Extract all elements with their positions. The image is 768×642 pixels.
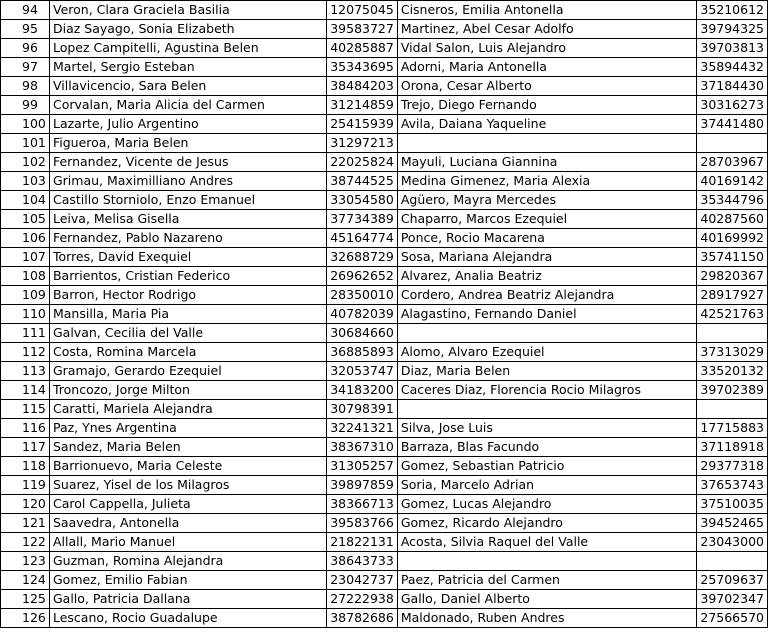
id-number-cell[interactable]: 28350010 — [327, 286, 398, 305]
name-cell[interactable]: Adorni, Maria Antonella — [397, 58, 697, 77]
name-cell[interactable] — [397, 552, 697, 571]
name-cell[interactable]: Cisneros, Emilia Antonella — [397, 1, 697, 20]
name-cell[interactable]: Medina Gimenez, Maria Alexia — [397, 172, 697, 191]
name-cell[interactable]: Barrientos, Cristian Federico — [49, 267, 326, 286]
table-row — [1, 609, 768, 628]
table-row — [1, 134, 768, 153]
table-row — [1, 495, 768, 514]
table-row — [1, 96, 768, 115]
row-number-cell[interactable]: 114 — [1, 381, 50, 400]
row-number-cell[interactable]: 106 — [1, 229, 50, 248]
name-cell[interactable]: Diaz Sayago, Sonia Elizabeth — [49, 20, 326, 39]
name-cell[interactable]: Figueroa, Maria Belen — [49, 134, 326, 153]
table-row — [1, 210, 768, 229]
row-number-cell[interactable]: 102 — [1, 153, 50, 172]
id-number-cell[interactable]: 22025824 — [327, 153, 398, 172]
id-number-cell[interactable]: 40287560 — [697, 210, 768, 229]
row-number-cell[interactable]: 107 — [1, 248, 50, 267]
name-cell[interactable]: Suarez, Yisel de los Milagros — [49, 476, 326, 495]
row-number-cell[interactable]: 117 — [1, 438, 50, 457]
id-number-cell[interactable]: 36885893 — [327, 343, 398, 362]
name-cell[interactable]: Martel, Sergio Esteban — [49, 58, 326, 77]
id-number-cell[interactable]: 38366713 — [327, 495, 398, 514]
id-number-cell[interactable]: 35344796 — [697, 191, 768, 210]
name-cell[interactable]: Avila, Daiana Yaqueline — [397, 115, 697, 134]
id-number-cell[interactable]: 27566570 — [697, 609, 768, 628]
name-cell[interactable]: Maldonado, Ruben Andres — [397, 609, 697, 628]
id-number-cell[interactable]: 33520132 — [697, 362, 768, 381]
name-cell[interactable]: Gomez, Lucas Alejandro — [397, 495, 697, 514]
table-row — [1, 362, 768, 381]
name-cell[interactable]: Cordero, Andrea Beatriz Alejandra — [397, 286, 697, 305]
name-cell[interactable]: Sandez, Maria Belen — [49, 438, 326, 457]
name-cell[interactable]: Troncozo, Jorge Milton — [49, 381, 326, 400]
row-number-cell[interactable]: 119 — [1, 476, 50, 495]
table-row — [1, 39, 768, 58]
row-number-cell[interactable]: 103 — [1, 172, 50, 191]
table-row — [1, 1, 768, 20]
id-number-cell[interactable]: 38484203 — [327, 77, 398, 96]
table-row — [1, 77, 768, 96]
table-row — [1, 343, 768, 362]
row-number-cell[interactable]: 96 — [1, 39, 50, 58]
name-cell[interactable]: Gallo, Patricia Dallana — [49, 590, 326, 609]
id-number-cell[interactable]: 26962652 — [327, 267, 398, 286]
id-number-cell[interactable]: 32688729 — [327, 248, 398, 267]
id-number-cell[interactable]: 37734389 — [327, 210, 398, 229]
name-cell[interactable]: Gallo, Daniel Alberto — [397, 590, 697, 609]
id-number-cell[interactable]: 38367310 — [327, 438, 398, 457]
id-number-cell[interactable]: 33054580 — [327, 191, 398, 210]
name-cell[interactable]: Veron, Clara Graciela Basilia — [49, 1, 326, 20]
name-cell[interactable]: Gomez, Sebastian Patricio — [397, 457, 697, 476]
id-number-cell[interactable]: 37653743 — [697, 476, 768, 495]
row-number-cell[interactable]: 108 — [1, 267, 50, 286]
name-cell[interactable]: Villavicencio, Sara Belen — [49, 77, 326, 96]
row-number-cell[interactable]: 113 — [1, 362, 50, 381]
name-cell[interactable] — [397, 400, 697, 419]
id-number-cell[interactable]: 12075045 — [327, 1, 398, 20]
id-number-cell[interactable]: 39702347 — [697, 590, 768, 609]
id-number-cell[interactable]: 39583727 — [327, 20, 398, 39]
table-row — [1, 286, 768, 305]
id-number-cell[interactable]: 21822131 — [327, 533, 398, 552]
name-cell[interactable]: Mayuli, Luciana Giannina — [397, 153, 697, 172]
name-cell[interactable]: Paez, Patricia del Carmen — [397, 571, 697, 590]
table-row — [1, 248, 768, 267]
name-cell[interactable]: Leiva, Melisa Gisella — [49, 210, 326, 229]
table-row — [1, 305, 768, 324]
table-row — [1, 552, 768, 571]
name-cell[interactable]: Fernandez, Pablo Nazareno — [49, 229, 326, 248]
name-cell[interactable]: Ponce, Rocio Macarena — [397, 229, 697, 248]
name-cell[interactable]: Costa, Romina Marcela — [49, 343, 326, 362]
name-cell[interactable]: Carol Cappella, Julieta — [49, 495, 326, 514]
id-number-cell[interactable]: 30684660 — [327, 324, 398, 343]
id-number-cell[interactable]: 30316273 — [697, 96, 768, 115]
row-number-cell[interactable]: 115 — [1, 400, 50, 419]
name-cell[interactable]: Torres, David Exequiel — [49, 248, 326, 267]
name-cell[interactable]: Silva, Jose Luis — [397, 419, 697, 438]
id-number-cell[interactable]: 34183200 — [327, 381, 398, 400]
id-number-cell[interactable]: 37510035 — [697, 495, 768, 514]
name-cell[interactable]: Grimau, Maximilliano Andres — [49, 172, 326, 191]
name-cell[interactable]: Alvarez, Analia Beatriz — [397, 267, 697, 286]
name-cell[interactable] — [397, 134, 697, 153]
id-number-cell[interactable]: 45164774 — [327, 229, 398, 248]
name-cell[interactable]: Lescano, Rocio Guadalupe — [49, 609, 326, 628]
name-cell[interactable] — [397, 324, 697, 343]
name-cell[interactable]: Guzman, Romina Alejandra — [49, 552, 326, 571]
id-number-cell[interactable]: 35343695 — [327, 58, 398, 77]
name-cell[interactable]: Paz, Ynes Argentina — [49, 419, 326, 438]
id-number-cell[interactable]: 42521763 — [697, 305, 768, 324]
id-number-cell[interactable] — [697, 324, 768, 343]
id-number-cell[interactable]: 39583766 — [327, 514, 398, 533]
name-cell[interactable]: Castillo Storniolo, Enzo Emanuel — [49, 191, 326, 210]
name-cell[interactable]: Corvalan, Maria Alicia del Carmen — [49, 96, 326, 115]
table-row — [1, 476, 768, 495]
name-cell[interactable]: Agüero, Mayra Mercedes — [397, 191, 697, 210]
id-number-cell[interactable]: 37441480 — [697, 115, 768, 134]
id-number-cell[interactable]: 38744525 — [327, 172, 398, 191]
row-number-cell[interactable]: 126 — [1, 609, 50, 628]
name-cell[interactable]: Saavedra, Antonella — [49, 514, 326, 533]
row-number-cell[interactable]: 98 — [1, 77, 50, 96]
name-cell[interactable]: Barraza, Blas Facundo — [397, 438, 697, 457]
name-cell[interactable]: Caratti, Mariela Alejandra — [49, 400, 326, 419]
table-row — [1, 115, 768, 134]
name-cell[interactable]: Orona, Cesar Alberto — [397, 77, 697, 96]
id-number-cell[interactable]: 39452465 — [697, 514, 768, 533]
id-number-cell[interactable]: 39897859 — [327, 476, 398, 495]
table-row — [1, 58, 768, 77]
row-number-cell[interactable]: 118 — [1, 457, 50, 476]
id-number-cell[interactable]: 25709637 — [697, 571, 768, 590]
table-row — [1, 172, 768, 191]
id-number-cell[interactable] — [697, 552, 768, 571]
row-number-cell[interactable]: 110 — [1, 305, 50, 324]
name-cell[interactable]: Soria, Marcelo Adrian — [397, 476, 697, 495]
id-number-cell[interactable]: 35894432 — [697, 58, 768, 77]
table-row — [1, 419, 768, 438]
id-number-cell[interactable]: 37184430 — [697, 77, 768, 96]
name-cell[interactable]: Alomo, Alvaro Ezequiel — [397, 343, 697, 362]
row-number-cell[interactable]: 100 — [1, 115, 50, 134]
name-cell[interactable]: Caceres Diaz, Florencia Rocio Milagros — [397, 381, 697, 400]
name-cell[interactable]: Fernandez, Vicente de Jesus — [49, 153, 326, 172]
id-number-cell[interactable]: 40169992 — [697, 229, 768, 248]
row-number-cell[interactable]: 104 — [1, 191, 50, 210]
id-number-cell[interactable]: 35741150 — [697, 248, 768, 267]
name-cell[interactable]: Allall, Mario Manuel — [49, 533, 326, 552]
name-cell[interactable]: Martinez, Abel Cesar Adolfo — [397, 20, 697, 39]
id-number-cell[interactable]: 40285887 — [327, 39, 398, 58]
id-number-cell[interactable] — [697, 400, 768, 419]
table-row — [1, 267, 768, 286]
id-number-cell[interactable] — [697, 134, 768, 153]
table-row — [1, 381, 768, 400]
id-number-cell[interactable]: 39703813 — [697, 39, 768, 58]
table-row — [1, 191, 768, 210]
table-body — [1, 1, 768, 628]
id-number-cell[interactable]: 37313029 — [697, 343, 768, 362]
id-number-cell[interactable]: 27222938 — [327, 590, 398, 609]
row-number-cell[interactable]: 109 — [1, 286, 50, 305]
table-row — [1, 533, 768, 552]
table-row — [1, 153, 768, 172]
name-cell[interactable]: Galvan, Cecilia del Valle — [49, 324, 326, 343]
name-cell[interactable]: Chaparro, Marcos Ezequiel — [397, 210, 697, 229]
row-number-cell[interactable]: 116 — [1, 419, 50, 438]
table-row — [1, 590, 768, 609]
row-number-cell[interactable]: 112 — [1, 343, 50, 362]
row-number-cell[interactable]: 124 — [1, 571, 50, 590]
id-number-cell[interactable]: 31214859 — [327, 96, 398, 115]
name-cell[interactable]: Mansilla, Maria Pia — [49, 305, 326, 324]
name-cell[interactable]: Barron, Hector Rodrigo — [49, 286, 326, 305]
name-cell[interactable]: Diaz, Maria Belen — [397, 362, 697, 381]
name-cell[interactable]: Barrionuevo, Maria Celeste — [49, 457, 326, 476]
id-number-cell[interactable]: 29377318 — [697, 457, 768, 476]
id-number-cell[interactable]: 28703967 — [697, 153, 768, 172]
id-number-cell[interactable]: 31297213 — [327, 134, 398, 153]
row-number-cell[interactable]: 120 — [1, 495, 50, 514]
row-number-cell[interactable]: 123 — [1, 552, 50, 571]
row-number-cell[interactable]: 121 — [1, 514, 50, 533]
row-number-cell[interactable]: 125 — [1, 590, 50, 609]
id-number-cell[interactable]: 31305257 — [327, 457, 398, 476]
id-number-cell[interactable]: 32053747 — [327, 362, 398, 381]
row-number-cell[interactable]: 122 — [1, 533, 50, 552]
id-number-cell[interactable]: 35210612 — [697, 1, 768, 20]
id-number-cell[interactable]: 23043000 — [697, 533, 768, 552]
row-number-cell[interactable]: 101 — [1, 134, 50, 153]
table-row — [1, 457, 768, 476]
name-cell[interactable]: Gomez, Ricardo Alejandro — [397, 514, 697, 533]
table-row — [1, 400, 768, 419]
id-number-cell[interactable]: 39794325 — [697, 20, 768, 39]
id-number-cell[interactable]: 38782686 — [327, 609, 398, 628]
id-number-cell[interactable]: 40169142 — [697, 172, 768, 191]
table-row — [1, 514, 768, 533]
id-number-cell[interactable]: 32241321 — [327, 419, 398, 438]
name-cell[interactable]: Gomez, Emilio Fabian — [49, 571, 326, 590]
name-cell[interactable]: Vidal Salon, Luis Alejandro — [397, 39, 697, 58]
table-row — [1, 20, 768, 39]
id-number-cell[interactable]: 38643733 — [327, 552, 398, 571]
row-number-cell[interactable]: 105 — [1, 210, 50, 229]
row-number-cell[interactable]: 111 — [1, 324, 50, 343]
row-number-cell[interactable]: 95 — [1, 20, 50, 39]
id-number-cell[interactable]: 28917927 — [697, 286, 768, 305]
id-number-cell[interactable]: 17715883 — [697, 419, 768, 438]
name-cell[interactable]: Lazarte, Julio Argentino — [49, 115, 326, 134]
name-cell[interactable]: Trejo, Diego Fernando — [397, 96, 697, 115]
id-number-cell[interactable]: 29820367 — [697, 267, 768, 286]
name-cell[interactable]: Sosa, Mariana Alejandra — [397, 248, 697, 267]
row-number-cell[interactable]: 99 — [1, 96, 50, 115]
name-cell[interactable]: Lopez Campitelli, Agustina Belen — [49, 39, 326, 58]
id-number-cell[interactable]: 30798391 — [327, 400, 398, 419]
name-cell[interactable]: Gramajo, Gerardo Ezequiel — [49, 362, 326, 381]
table-row — [1, 438, 768, 457]
id-number-cell[interactable]: 23042737 — [327, 571, 398, 590]
table-row — [1, 324, 768, 343]
row-number-cell[interactable]: 94 — [1, 1, 50, 20]
table-row — [1, 571, 768, 590]
table-row — [1, 229, 768, 248]
row-number-cell[interactable]: 97 — [1, 58, 50, 77]
id-number-cell[interactable]: 40782039 — [327, 305, 398, 324]
id-number-cell[interactable]: 25415939 — [327, 115, 398, 134]
id-number-cell[interactable]: 39702389 — [697, 381, 768, 400]
name-cell[interactable]: Acosta, Silvia Raquel del Valle — [397, 533, 697, 552]
id-number-cell[interactable]: 37118918 — [697, 438, 768, 457]
name-cell[interactable]: Alagastino, Fernando Daniel — [397, 305, 697, 324]
